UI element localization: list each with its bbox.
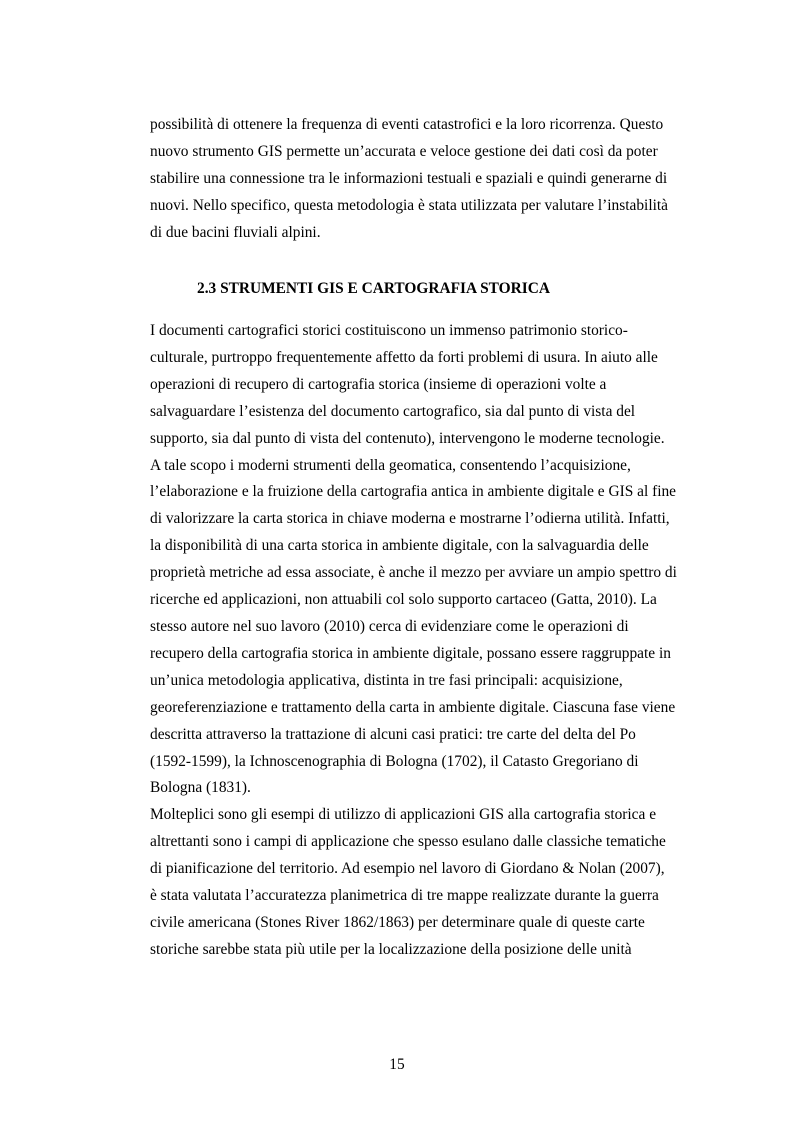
section-heading: 2.3 STRUMENTI GIS E CARTOGRAFIA STORICA: [197, 280, 550, 297]
paragraph-gis-applications: Molteplici sono gli esempi di utilizzo di applicazioni GIS alla cartografia storica e altrettanti sono i campi di applicazione che spesso esulano dalle classiche tematiche di pianificazione del territorio. Ad esempio nel lavoro di Giordano & Nolan (2007), è stata valutata l’accuratezza planimetrica di tre mappe realizzate durante la guerra civile americana (Stones River 1862/1863) per determinare quale di queste carte storiche sarebbe stata più utile per la localizzazione della posizione delle unità: [150, 806, 666, 958]
intro-text-block: [150, 112, 698, 247]
page-number: 15: [389, 1056, 405, 1073]
intro-paragraph: possibilità di ottenere la frequenza di eventi catastrofici e la loro ricorrenza. Questo nuovo strumento GIS permette un’accurata e veloce gestione dei dati così da poter stabilire una connessione tra le informazioni testuali e spaziali e quindi generarne di nuovi. Nello specifico, questa metodologia è stata utilizzata per valutare l’instabilità di due bacini fluviali alpini.: [150, 116, 668, 241]
main-text-block: [150, 318, 698, 964]
paragraph-historical-documents: I documenti cartografici storici costituiscono un immenso patrimonio storico- culturale, purtroppo frequentemente affetto da forti problemi di usura. In aiuto alle operazioni di recupero di cartografia storica (insieme di operazioni volte a salvaguardare l’esistenza del documento cartografico, sia dal punto di vista del supporto, sia dal punto di vista del contenuto), intervengono le moderne tecnologie. A tale scopo i moderni strumenti della geomatica, consentendo l’acquisizione, l’elaborazione e la fruizione della cartografia antica in ambiente digitale e GIS al fine di valorizzare la carta storica in chiave moderna e mostrarne l’odierna utilità. Infatti, la disponibilità di una carta storica in ambiente digitale, con la salvaguardia delle proprietà metriche ad essa associate, è anche il mezzo per avviare un ampio spettro di ricerche ed applicazioni, non attuabili col solo supporto cartaceo (Gatta, 2010). La stesso autore nel suo lavoro (2010) cerca di evidenziare come le operazioni di recupero della cartografia storica in ambiente digitale, possano essere raggruppate in un’unica metodologia applicativa, distinta in tre fasi principali: acquisizione, georeferenziazione e trattamento della carta in ambiente digitale. Ciascuna fase viene descritta attraverso la trattazione di alcuni casi pratici: tre carte del delta del Po (1592-1599), la Ichnoscenographia di Bologna (1702), il Catasto Gregoriano di Bologna (1831).: [150, 322, 677, 797]
